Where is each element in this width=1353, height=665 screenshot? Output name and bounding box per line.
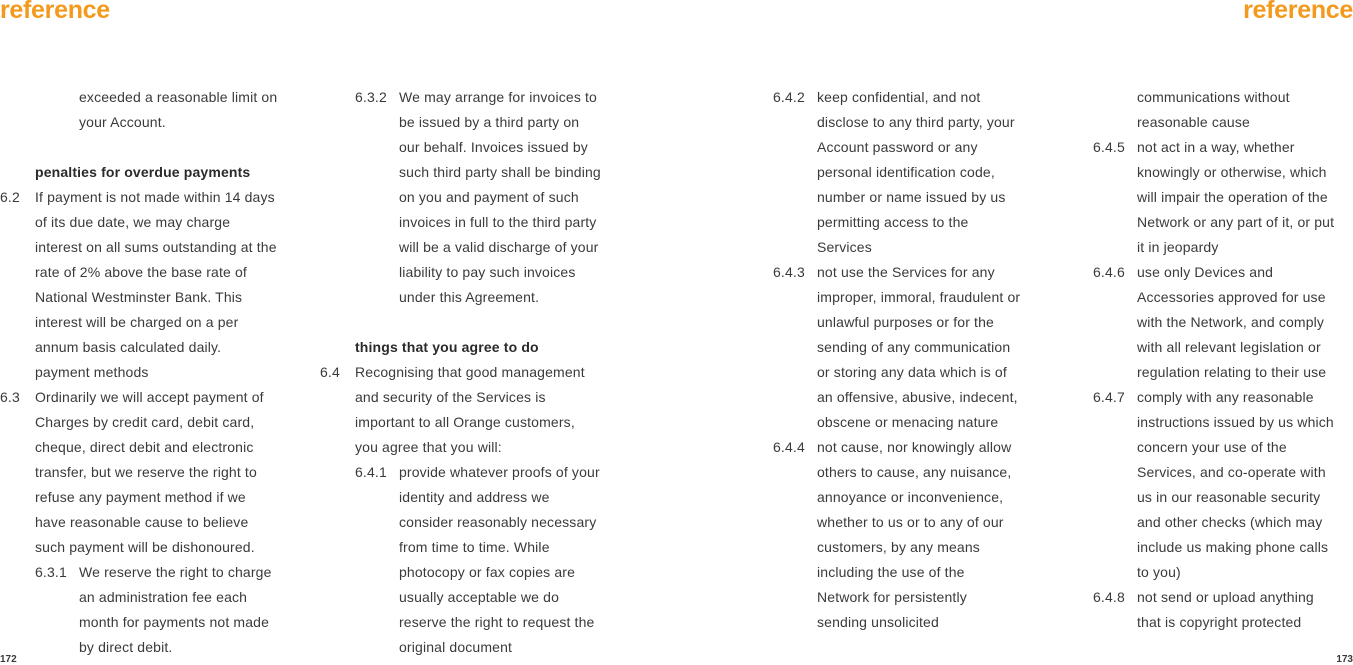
column-3 bbox=[773, 85, 1048, 635]
text-line: Services bbox=[817, 239, 872, 255]
text-line: others to cause, any nuisance, bbox=[817, 464, 1012, 480]
column-4 bbox=[1093, 85, 1353, 635]
text-line: provide whatever proofs of your bbox=[399, 464, 600, 480]
text-line: We may arrange for invoices to bbox=[399, 89, 597, 105]
clause-6-3-2 bbox=[355, 85, 625, 310]
text-line: Recognising that good management bbox=[355, 364, 585, 380]
clause-6-3-1 bbox=[35, 560, 300, 660]
clause-6-4-5 bbox=[1093, 135, 1353, 260]
text-line: under this Agreement. bbox=[399, 289, 540, 305]
text-line: not act in a way, whether bbox=[1137, 139, 1295, 155]
section-heading-penalties: penalties for overdue payments bbox=[35, 164, 251, 180]
text-line: your Account. bbox=[79, 114, 166, 130]
text-line: rate of 2% above the base rate of bbox=[35, 264, 247, 280]
text-line: not cause, nor knowingly allow bbox=[817, 439, 1012, 455]
text-line: usually acceptable we do bbox=[399, 589, 560, 605]
text-line: comply with any reasonable bbox=[1137, 389, 1314, 405]
text-line: permitting access to the bbox=[817, 214, 969, 230]
text-line: liability to pay such invoices bbox=[399, 264, 576, 280]
text-line: our behalf. Invoices issued by bbox=[399, 139, 588, 155]
clause-number: 6.3 bbox=[0, 389, 20, 405]
text-line: use only Devices and bbox=[1137, 264, 1274, 280]
text-line: identity and address we bbox=[399, 489, 550, 505]
clause-number: 6.4.1 bbox=[355, 464, 387, 480]
text-line: Services, and co-operate with bbox=[1137, 464, 1326, 480]
section-heading-agree: things that you agree to do bbox=[355, 339, 539, 355]
text-line: Network or any part of it, or put bbox=[1137, 214, 1335, 230]
text-line: customers, by any means bbox=[817, 539, 980, 555]
text-line: from time to time. While bbox=[399, 539, 550, 555]
text-line: refuse any payment method if we bbox=[35, 489, 246, 505]
text-line: disclose to any third party, your bbox=[817, 114, 1015, 130]
text-line: and other checks (which may bbox=[1137, 514, 1323, 530]
column-2 bbox=[320, 85, 625, 660]
text-line: include us making phone calls bbox=[1137, 539, 1329, 555]
clause-number: 6.4.4 bbox=[773, 439, 805, 455]
text-line: or storing any data which is of bbox=[817, 364, 1007, 380]
clause-number: 6.2 bbox=[0, 189, 20, 205]
clause-continuation bbox=[1093, 85, 1353, 135]
page-number-right: 173 bbox=[1336, 654, 1353, 665]
text-line: payment methods bbox=[35, 364, 149, 380]
text-line: not send or upload anything bbox=[1137, 589, 1314, 605]
clause-number: 6.3.1 bbox=[35, 564, 67, 580]
text-line: communications without bbox=[1137, 89, 1290, 105]
clause-6-4-4 bbox=[773, 435, 1048, 635]
text-line: invoices in full to the third party bbox=[399, 214, 597, 230]
text-line: concern your use of the bbox=[1137, 439, 1287, 455]
text-line: and security of the Services is bbox=[355, 389, 546, 405]
clause-number: 6.4.7 bbox=[1093, 389, 1125, 405]
text-line: interest will be charged on a per bbox=[35, 314, 239, 330]
clause-6-2 bbox=[0, 185, 300, 385]
text-line: Charges by credit card, debit card, bbox=[35, 414, 255, 430]
section-title-right: reference bbox=[1243, 0, 1353, 24]
text-line: National Westminster Bank. This bbox=[35, 289, 243, 305]
text-line: be issued by a third party on bbox=[399, 114, 580, 130]
text-line: such third party shall be binding bbox=[399, 164, 601, 180]
text-line: sending of any communication bbox=[817, 339, 1011, 355]
text-line: photocopy or fax copies are bbox=[399, 564, 576, 580]
text-line: sending unsolicited bbox=[817, 614, 939, 630]
text-line: including the use of the bbox=[817, 564, 965, 580]
clause-6-4-3 bbox=[773, 260, 1048, 435]
text-line: will be a valid discharge of your bbox=[399, 239, 599, 255]
text-line: We reserve the right to charge bbox=[79, 564, 272, 580]
text-line: personal identification code, bbox=[817, 164, 995, 180]
text-line: of its due date, we may charge bbox=[35, 214, 231, 230]
clause-6-4-7 bbox=[1093, 385, 1353, 585]
text-line: on you and payment of such bbox=[399, 189, 579, 205]
text-line: with the Network, and comply bbox=[1137, 314, 1325, 330]
clause-6-4-2 bbox=[773, 85, 1048, 260]
page-number-left: 172 bbox=[0, 654, 17, 665]
clause-6-4 bbox=[320, 360, 625, 460]
clause-number: 6.4.6 bbox=[1093, 264, 1125, 280]
text-line: cheque, direct debit and electronic bbox=[35, 439, 254, 455]
text-line: exceeded a reasonable limit on bbox=[79, 89, 278, 105]
clause-number: 6.4.5 bbox=[1093, 139, 1125, 155]
text-line: to you) bbox=[1137, 564, 1181, 580]
text-line: interest on all sums outstanding at the bbox=[35, 239, 277, 255]
text-line: important to all Orange customers, bbox=[355, 414, 575, 430]
text-line: it in jeopardy bbox=[1137, 239, 1219, 255]
text-line: consider reasonably necessary bbox=[399, 514, 597, 530]
clause-number: 6.4.2 bbox=[773, 89, 805, 105]
text-line: improper, immoral, fraudulent or bbox=[817, 289, 1021, 305]
text-line: Accessories approved for use bbox=[1137, 289, 1326, 305]
text-line: unlawful purposes or for the bbox=[817, 314, 994, 330]
text-line: whether to us or to any of our bbox=[817, 514, 1004, 530]
clause-continuation bbox=[35, 85, 300, 135]
clause-number: 6.4.3 bbox=[773, 264, 805, 280]
text-line: have reasonable cause to believe bbox=[35, 514, 249, 530]
text-line: reserve the right to request the bbox=[399, 614, 595, 630]
text-line: you agree that you will: bbox=[355, 439, 502, 455]
text-line: that is copyright protected bbox=[1137, 614, 1302, 630]
text-line: regulation relating to their use bbox=[1137, 364, 1327, 380]
text-line: Account password or any bbox=[817, 139, 978, 155]
text-line: us in our reasonable security bbox=[1137, 489, 1321, 505]
text-line: annoyance or inconvenience, bbox=[817, 489, 1004, 505]
section-title-left: reference bbox=[0, 0, 110, 24]
text-line: Ordinarily we will accept payment of bbox=[35, 389, 264, 405]
text-line: number or name issued by us bbox=[817, 189, 1006, 205]
text-line: will impair the operation of the bbox=[1137, 189, 1328, 205]
clause-6-4-8 bbox=[1093, 585, 1353, 635]
text-line: an administration fee each bbox=[79, 589, 248, 605]
text-line: knowingly or otherwise, which bbox=[1137, 164, 1327, 180]
text-line: original document bbox=[399, 639, 513, 655]
text-line: If payment is not made within 14 days bbox=[35, 189, 275, 205]
text-line: by direct debit. bbox=[79, 639, 173, 655]
text-line: annum basis calculated daily. bbox=[35, 339, 222, 355]
clause-6-4-6 bbox=[1093, 260, 1353, 385]
text-line: such payment will be dishonoured. bbox=[35, 539, 255, 555]
clause-number: 6.3.2 bbox=[355, 89, 387, 105]
text-line: Network for persistently bbox=[817, 589, 967, 605]
text-line: an offensive, abusive, indecent, bbox=[817, 389, 1018, 405]
text-line: not use the Services for any bbox=[817, 264, 995, 280]
clause-6-4-1 bbox=[355, 460, 625, 660]
text-line: month for payments not made bbox=[79, 614, 270, 630]
clause-number: 6.4 bbox=[320, 364, 340, 380]
clause-number: 6.4.8 bbox=[1093, 589, 1125, 605]
clause-6-3 bbox=[0, 385, 300, 560]
text-line: obscene or menacing nature bbox=[817, 414, 999, 430]
text-line: transfer, but we reserve the right to bbox=[35, 464, 257, 480]
text-line: instructions issued by us which bbox=[1137, 414, 1334, 430]
text-line: with all relevant legislation or bbox=[1137, 339, 1321, 355]
text-line: keep confidential, and not bbox=[817, 89, 981, 105]
text-line: reasonable cause bbox=[1137, 114, 1250, 130]
